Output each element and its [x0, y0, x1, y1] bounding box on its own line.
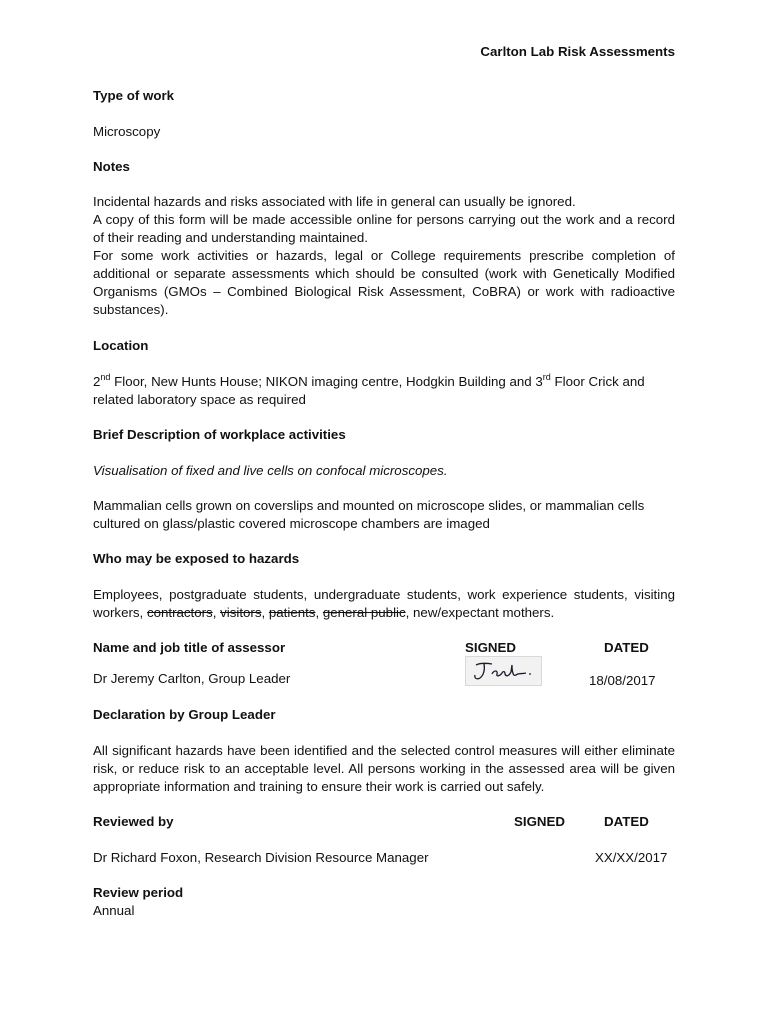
- assessor-heading: Name and job title of assessor: [93, 640, 286, 655]
- reviewer-name: Dr Richard Foxon, Research Division Resource Manager: [93, 850, 429, 865]
- location-superscript-2: rd: [542, 371, 551, 382]
- document-header-title: Carlton Lab Risk Assessments: [480, 44, 675, 59]
- location-part-3: Floor Crick and related laboratory space as required: [93, 374, 645, 407]
- notes-line-3: For some work activities or hazards, legal or College requirements prescribe completion of additional or separate assessments which should be consulted (work with Genetically Modified Organisms (GMOs – Combined Biological Risk Assessment, CoBRA) or work with radioactive substances).: [93, 248, 675, 317]
- location-superscript-1: nd: [100, 371, 111, 382]
- struck-patients: patients: [268, 605, 316, 620]
- assessor-dated-label: DATED: [604, 640, 649, 655]
- declaration-text: All significant hazards have been identified and the selected control measures will either eliminate risk, or reduce risk to an acceptable level. All persons working in the assessed area will be given appropriate information and training to ensure their work is carried out safely.: [93, 743, 675, 794]
- exposure-text: [93, 586, 675, 622]
- exposure-text-end: , new/expectant mothers.: [405, 605, 555, 620]
- declaration-heading: Declaration by Group Leader: [93, 707, 276, 722]
- description-heading: Brief Description of workplace activities: [93, 427, 346, 442]
- location-text: [93, 373, 675, 409]
- reviewer-date: XX/XX/2017: [595, 850, 668, 865]
- reviewer-dated-label: DATED: [604, 814, 649, 829]
- exposure-text-start: Employees, postgraduate students, undergraduate students, work experience students, visiting workers,: [93, 587, 675, 620]
- assessor-signature-image: [465, 656, 542, 686]
- assessor-date: 18/08/2017: [589, 673, 656, 688]
- location-heading: Location: [93, 338, 149, 353]
- signature-scribble: [466, 657, 541, 685]
- exposure-heading: Who may be exposed to hazards: [93, 551, 300, 566]
- exposure-separator: ,: [212, 605, 221, 620]
- notes-line-1: Incidental hazards and risks associated with life in general can usually be ignored.: [93, 194, 576, 209]
- location-part-2: Floor, New Hunts House; NIKON imaging centre, Hodgkin Building and 3: [110, 374, 543, 389]
- review-period-value: Annual: [93, 903, 135, 918]
- assessor-name: Dr Jeremy Carlton, Group Leader: [93, 671, 291, 686]
- reviewer-signed-label: SIGNED: [514, 814, 565, 829]
- struck-visitors: visitors: [220, 605, 262, 620]
- exposure-separator: ,: [261, 605, 269, 620]
- notes-heading: Notes: [93, 159, 130, 174]
- description-text: Mammalian cells grown on coverslips and mounted on microscope slides, or mammalian cells cultured on glass/plastic covered microscope chambers are imaged: [93, 498, 645, 531]
- type-of-work-value: Microscopy: [93, 124, 161, 139]
- struck-contractors: contractors: [146, 605, 213, 620]
- notes-line-2: A copy of this form will be made accessible online for persons carrying out the work and a record of their reading and understanding maintained.: [93, 212, 675, 245]
- struck-general-public: general public: [322, 605, 406, 620]
- reviewer-heading: Reviewed by: [93, 814, 174, 829]
- review-period-heading: Review period: [93, 885, 184, 900]
- assessor-signed-label: SIGNED: [465, 640, 516, 655]
- description-italic-text: Visualisation of fixed and live cells on confocal microscopes.: [93, 463, 448, 478]
- type-of-work-heading: Type of work: [93, 88, 175, 103]
- location-part-1: 2: [93, 374, 101, 389]
- notes-body: [93, 193, 675, 319]
- exposure-separator: ,: [315, 605, 323, 620]
